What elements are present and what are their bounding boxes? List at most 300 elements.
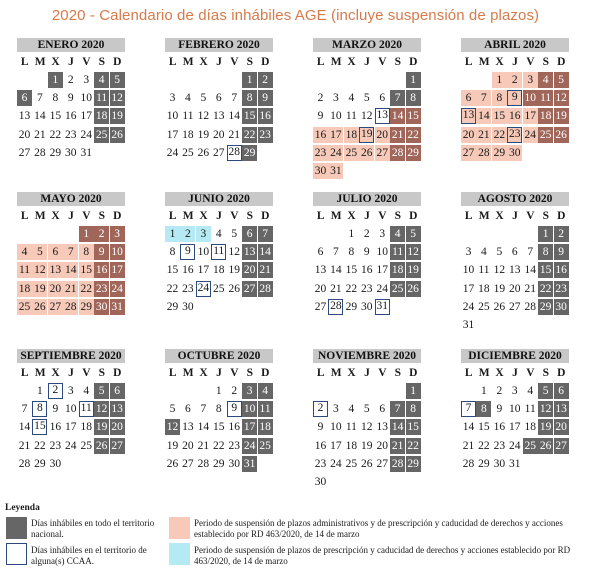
weekday-label: L <box>316 210 325 222</box>
weekday-label: V <box>378 367 387 379</box>
weekday-label: M <box>478 367 490 379</box>
day-cell: 17 <box>111 264 123 277</box>
day-cell: 9 <box>67 92 74 105</box>
day-cell: 10 <box>197 246 210 259</box>
day-cell: 19 <box>95 421 108 434</box>
day-cell: 1 <box>79 226 94 242</box>
day-cell: 5 <box>496 246 503 259</box>
day-cell: 18 <box>259 421 271 434</box>
day-cell: 9 <box>94 244 109 260</box>
legend-suspension-text: Periodo de suspensión de plazos administrativos y de prescripción y caducidad de derechos y acciones establecido por RD 463/2020, de 14 de marzo <box>194 518 563 539</box>
weekday-label: M <box>478 210 490 222</box>
day-cell: 2 <box>231 385 238 397</box>
day-cell: 22 <box>478 439 490 452</box>
day-cell: 21 <box>228 128 240 141</box>
day-cell: 22 <box>166 282 179 295</box>
day-cell: 13 <box>461 108 476 124</box>
day-cell: 13 <box>213 110 225 123</box>
day-cell: 14 <box>524 264 536 277</box>
day-cell: 22 <box>407 439 419 452</box>
day-cell: 3 <box>169 92 176 105</box>
day-cell: 2 <box>317 92 324 105</box>
day-cell: 29 <box>80 300 92 313</box>
day-cell: 27 <box>49 300 62 313</box>
month-10 <box>165 349 273 489</box>
day-cell: 6 <box>554 383 569 399</box>
day-cell: 1 <box>37 385 43 397</box>
month-title: FEBRERO 2020 <box>165 38 273 52</box>
day-cell: 19 <box>539 421 552 434</box>
day-cell: 12 <box>228 246 240 259</box>
day-cell: 10 <box>462 264 475 277</box>
day-cell: 19 <box>361 439 373 452</box>
day-cell: 11 <box>96 92 108 105</box>
day-cell: 3 <box>333 403 339 416</box>
weekday-label: V <box>378 56 387 68</box>
day-cell: 26 <box>166 457 179 470</box>
day-cell: 23 <box>507 127 522 143</box>
day-cell: 4 <box>215 228 222 240</box>
weekday-header <box>461 364 569 382</box>
weekday-header <box>313 364 421 382</box>
day-cell: 25 <box>80 439 92 452</box>
day-cell: 2 <box>507 72 522 88</box>
day-cell: 31 <box>330 165 342 177</box>
day-cell: 19 <box>34 282 46 295</box>
day-cell: 24 <box>330 146 342 159</box>
day-cell: 16 <box>95 264 108 277</box>
day-cell: 8 <box>476 401 491 417</box>
day-cell: 15 <box>539 264 552 277</box>
day-cell: 28 <box>227 145 242 161</box>
day-cell: 6 <box>317 246 324 259</box>
day-cell: 18 <box>478 282 490 295</box>
weekday-label: M <box>330 367 342 379</box>
day-cell: 29 <box>539 300 552 313</box>
day-cell: 24 <box>376 282 388 295</box>
weekday-label: V <box>230 210 239 222</box>
day-cell: 8 <box>492 90 507 106</box>
day-cell: 18 <box>213 264 225 277</box>
day-cell: 11 <box>524 403 536 416</box>
day-cell: 10 <box>524 92 536 105</box>
weekday-label: X <box>199 367 208 379</box>
day-cell: 11 <box>211 244 226 260</box>
day-cell: 16 <box>493 421 506 434</box>
day-cell: 15 <box>166 264 179 277</box>
day-cell: 22 <box>345 282 358 295</box>
day-cell: 17 <box>330 439 342 452</box>
day-cell: 28 <box>391 146 404 159</box>
day-cell: 20 <box>376 439 388 452</box>
weekday-label: J <box>364 367 370 379</box>
day-cell: 11 <box>259 403 271 416</box>
weekday-label: X <box>495 210 504 222</box>
weekday-label: J <box>68 367 74 379</box>
day-cell: 15 <box>407 421 419 434</box>
page-title: 2020 - Calendario de días inhábiles AGE (incluye suspensión de plazos) <box>51 7 540 24</box>
weekday-label: X <box>347 210 356 222</box>
weekday-label: J <box>512 56 518 68</box>
day-cell: 20 <box>376 128 388 141</box>
day-cell: 8 <box>348 246 355 259</box>
day-cell: 11 <box>18 264 31 277</box>
month-title: OCTUBRE 2020 <box>165 349 273 363</box>
day-cell: 9 <box>363 246 370 259</box>
day-cell: 26 <box>95 439 108 452</box>
day-cell: 30 <box>555 300 567 313</box>
weekday-label: V <box>82 367 91 379</box>
day-cell: 9 <box>317 421 324 434</box>
day-cell: 25 <box>95 128 108 141</box>
day-cell: 23 <box>555 282 567 295</box>
day-cell: 3 <box>83 74 90 86</box>
day-cell: 27 <box>509 300 521 313</box>
day-cell: 2 <box>313 401 328 417</box>
day-cell: 3 <box>196 226 211 242</box>
weekday-header <box>17 364 125 382</box>
weekday-label: L <box>316 56 325 68</box>
day-cell: 4 <box>83 385 90 397</box>
day-cell: 9 <box>554 244 569 260</box>
weekday-label: J <box>364 210 370 222</box>
day-cell: 28 <box>197 457 210 470</box>
day-cell: 12 <box>197 110 210 123</box>
weekday-header <box>313 53 421 71</box>
weekday-label: V <box>230 367 239 379</box>
day-cell: 19 <box>197 128 210 141</box>
day-cell: 17 <box>524 110 536 123</box>
weekday-label: V <box>230 56 239 68</box>
day-cell: 3 <box>379 228 386 240</box>
day-cell: 11 <box>478 264 490 277</box>
day-cell: 15 <box>243 110 256 123</box>
day-cell: 25 <box>345 146 358 159</box>
day-cell: 8 <box>538 244 553 260</box>
day-cell: 17 <box>330 128 342 141</box>
day-cell: 21 <box>330 282 342 295</box>
day-cell: 14 <box>197 421 210 434</box>
weekday-label: D <box>261 367 270 379</box>
day-cell: 15 <box>32 419 47 435</box>
weekday-label: J <box>216 210 222 222</box>
day-cell: 27 <box>18 146 31 159</box>
day-cell: 1 <box>406 383 421 399</box>
day-cell: 4 <box>527 385 534 397</box>
day-cell: 21 <box>18 439 31 452</box>
weekday-label: X <box>51 210 60 222</box>
weekday-label: L <box>464 210 473 222</box>
weekday-label: S <box>542 210 550 222</box>
day-cell: 22 <box>493 128 506 141</box>
day-cell: 17 <box>462 282 475 295</box>
day-cell: 10 <box>166 110 179 123</box>
weekday-label: L <box>464 56 473 68</box>
day-cell: 27 <box>182 457 194 470</box>
day-cell: 6 <box>48 244 63 260</box>
day-cell: 19 <box>166 439 179 452</box>
day-cell: 23 <box>314 457 327 470</box>
day-cell: 10 <box>80 92 92 105</box>
day-cell: 8 <box>242 90 257 106</box>
weekday-label: J <box>364 56 370 68</box>
day-cell: 13 <box>314 264 327 277</box>
day-cell: 9 <box>317 110 324 123</box>
day-cell: 23 <box>259 128 271 141</box>
day-cell: 31 <box>509 457 521 470</box>
day-cell: 7 <box>390 401 405 417</box>
weekday-label: L <box>168 56 177 68</box>
day-cell: 11 <box>540 92 552 105</box>
weekday-label: M <box>478 56 490 68</box>
month-5 <box>17 192 125 332</box>
day-cell: 30 <box>65 146 77 159</box>
day-cell: 8 <box>32 401 47 417</box>
month-4 <box>461 38 569 178</box>
weekday-label: D <box>409 367 418 379</box>
month-12 <box>461 349 569 489</box>
weekday-label: M <box>34 56 46 68</box>
day-cell: 29 <box>243 146 256 159</box>
day-cell: 16 <box>65 110 77 123</box>
day-cell: 20 <box>555 421 567 434</box>
day-cell: 10 <box>509 403 521 416</box>
day-cell: 13 <box>376 421 388 434</box>
day-cell: 11 <box>345 421 357 434</box>
day-cell: 30 <box>509 146 521 159</box>
weekday-label: V <box>526 367 535 379</box>
day-cell: 14 <box>462 421 475 434</box>
day-cell: 7 <box>390 90 405 106</box>
day-cell: 11 <box>182 110 194 123</box>
day-cell: 10 <box>243 403 256 416</box>
day-cell: 1 <box>165 226 180 242</box>
weekday-label: S <box>98 210 106 222</box>
weekday-label: X <box>51 56 60 68</box>
day-cell: 28 <box>65 300 77 313</box>
day-cell: 9 <box>52 403 59 416</box>
day-cell: 6 <box>110 383 125 399</box>
weekday-label: M <box>182 56 194 68</box>
day-cell: 26 <box>361 457 373 470</box>
day-cell: 26 <box>111 128 123 141</box>
weekday-label: S <box>394 56 402 68</box>
day-cell: 8 <box>406 90 421 106</box>
day-cell: 24 <box>80 128 92 141</box>
day-cell: 2 <box>94 226 109 242</box>
day-cell: 22 <box>407 128 419 141</box>
day-cell: 17 <box>80 110 92 123</box>
weekday-label: D <box>557 367 566 379</box>
month-6 <box>165 192 273 332</box>
day-cell: 11 <box>345 110 357 123</box>
weekday-label: X <box>495 56 504 68</box>
day-cell: 30 <box>493 457 506 470</box>
day-cell: 14 <box>478 110 490 123</box>
day-cell: 27 <box>376 457 388 470</box>
day-cell: 18 <box>391 264 404 277</box>
day-cell: 7 <box>461 401 476 417</box>
day-cell: 8 <box>406 401 421 417</box>
day-cell: 12 <box>95 403 108 416</box>
day-cell: 4 <box>390 226 405 242</box>
day-cell: 12 <box>34 264 46 277</box>
month-3 <box>313 38 421 178</box>
day-cell: 25 <box>259 439 271 452</box>
day-cell: 18 <box>182 128 194 141</box>
weekday-label: L <box>168 210 177 222</box>
day-cell: 25 <box>539 128 552 141</box>
day-cell: 31 <box>375 299 390 315</box>
weekday-label: J <box>216 367 222 379</box>
day-cell: 8 <box>169 246 176 259</box>
day-cell: 1 <box>492 72 507 88</box>
day-cell: 9 <box>507 90 522 106</box>
day-cell: 2 <box>496 385 503 397</box>
day-cell: 30 <box>182 300 194 313</box>
day-cell: 11 <box>79 401 94 417</box>
day-cell: 26 <box>407 282 419 295</box>
day-cell: 12 <box>493 264 506 277</box>
day-cell: 23 <box>65 128 77 141</box>
day-cell: 31 <box>462 319 475 331</box>
day-cell: 16 <box>361 264 373 277</box>
day-cell: 6 <box>242 226 257 242</box>
day-cell: 16 <box>509 110 521 123</box>
day-cell: 16 <box>314 128 327 141</box>
day-cell: 14 <box>65 264 77 277</box>
month-title: JULIO 2020 <box>313 192 421 206</box>
day-cell: 27 <box>462 146 475 159</box>
day-cell: 4 <box>348 403 355 416</box>
day-cell: 11 <box>392 246 404 259</box>
day-cell: 7 <box>37 92 43 105</box>
day-cell: 15 <box>49 110 62 123</box>
day-cell: 18 <box>18 282 31 295</box>
weekday-label: L <box>464 367 473 379</box>
month-9 <box>17 349 125 489</box>
day-cell: 6 <box>215 92 222 105</box>
day-cell: 19 <box>359 127 374 143</box>
day-cell: 21 <box>197 439 210 452</box>
weekday-label: D <box>409 210 418 222</box>
day-cell: 26 <box>539 439 552 452</box>
day-cell: 12 <box>555 92 567 105</box>
day-cell: 1 <box>538 226 553 242</box>
day-cell: 30 <box>314 476 327 488</box>
day-cell: 3 <box>511 385 518 397</box>
day-cell: 24 <box>196 281 211 297</box>
legend-ccaa-swatch <box>6 543 27 565</box>
day-cell: 26 <box>493 300 506 313</box>
day-cell: 21 <box>34 128 46 141</box>
day-cell: 18 <box>345 128 358 141</box>
day-cell: 3 <box>110 226 125 242</box>
weekday-label: S <box>246 56 254 68</box>
day-cell: 2 <box>554 226 569 242</box>
day-cell: 18 <box>95 110 108 123</box>
day-cell: 12 <box>361 421 373 434</box>
day-cell: 19 <box>407 264 419 277</box>
day-cell: 20 <box>314 282 327 295</box>
day-cell: 23 <box>95 282 108 295</box>
day-cell: 13 <box>49 264 62 277</box>
day-cell: 20 <box>462 128 475 141</box>
weekday-label: V <box>82 210 91 222</box>
day-cell: 19 <box>111 110 123 123</box>
day-cell: 29 <box>49 146 62 159</box>
day-cell: 31 <box>243 457 256 470</box>
day-cell: 1 <box>242 72 257 88</box>
weekday-label: D <box>113 210 122 222</box>
weekday-label: S <box>246 210 254 222</box>
day-cell: 29 <box>166 300 179 313</box>
day-cell: 2 <box>67 74 74 86</box>
day-cell: 7 <box>231 92 238 105</box>
weekday-label: L <box>20 367 29 379</box>
day-cell: 20 <box>49 282 62 295</box>
day-cell: 27 <box>243 282 256 295</box>
day-cell: 28 <box>18 457 31 470</box>
day-cell: 14 <box>330 264 342 277</box>
day-cell: 30 <box>314 165 327 177</box>
weekday-label: V <box>526 56 535 68</box>
day-cell: 4 <box>481 246 487 259</box>
day-cell: 17 <box>197 264 210 277</box>
weekday-label: S <box>542 367 550 379</box>
month-title: ENERO 2020 <box>17 38 125 52</box>
day-cell: 3 <box>242 383 257 399</box>
legend <box>0 500 591 572</box>
weekday-header <box>313 207 421 225</box>
day-cell: 22 <box>49 128 62 141</box>
day-cell: 5 <box>200 92 207 105</box>
day-cell: 20 <box>509 282 521 295</box>
day-cell: 13 <box>509 264 521 277</box>
month-title: ABRIL 2020 <box>461 38 569 52</box>
day-cell: 30 <box>49 457 62 470</box>
day-cell: 6 <box>185 403 191 416</box>
day-cell: 6 <box>379 92 386 105</box>
weekday-label: M <box>182 367 194 379</box>
legend-ccaa-text: Días inhábiles en el territorio de alguna(s) CCAA. <box>31 545 147 566</box>
day-cell: 27 <box>213 146 225 159</box>
day-cell: 3 <box>333 92 339 105</box>
weekday-label: X <box>199 56 208 68</box>
weekday-label: S <box>394 367 402 379</box>
day-cell: 2 <box>363 228 370 240</box>
weekday-label: V <box>526 210 535 222</box>
month-title: JUNIO 2020 <box>165 192 273 206</box>
weekday-label: V <box>82 56 91 68</box>
day-cell: 5 <box>363 403 370 416</box>
day-cell: 24 <box>111 282 123 295</box>
day-cell: 4 <box>94 72 109 88</box>
legend-national-swatch <box>6 517 27 539</box>
day-cell: 14 <box>391 421 404 434</box>
day-cell: 26 <box>361 146 373 159</box>
day-cell: 12 <box>361 110 373 123</box>
day-cell: 22 <box>539 282 552 295</box>
day-cell: 5 <box>94 383 109 399</box>
day-cell: 10 <box>65 403 77 416</box>
weekday-label: D <box>261 56 270 68</box>
day-cell: 19 <box>228 264 240 277</box>
day-cell: 1 <box>48 72 63 88</box>
month-title: MARZO 2020 <box>313 38 421 52</box>
day-cell: 16 <box>228 421 240 434</box>
day-cell: 14 <box>391 110 404 123</box>
